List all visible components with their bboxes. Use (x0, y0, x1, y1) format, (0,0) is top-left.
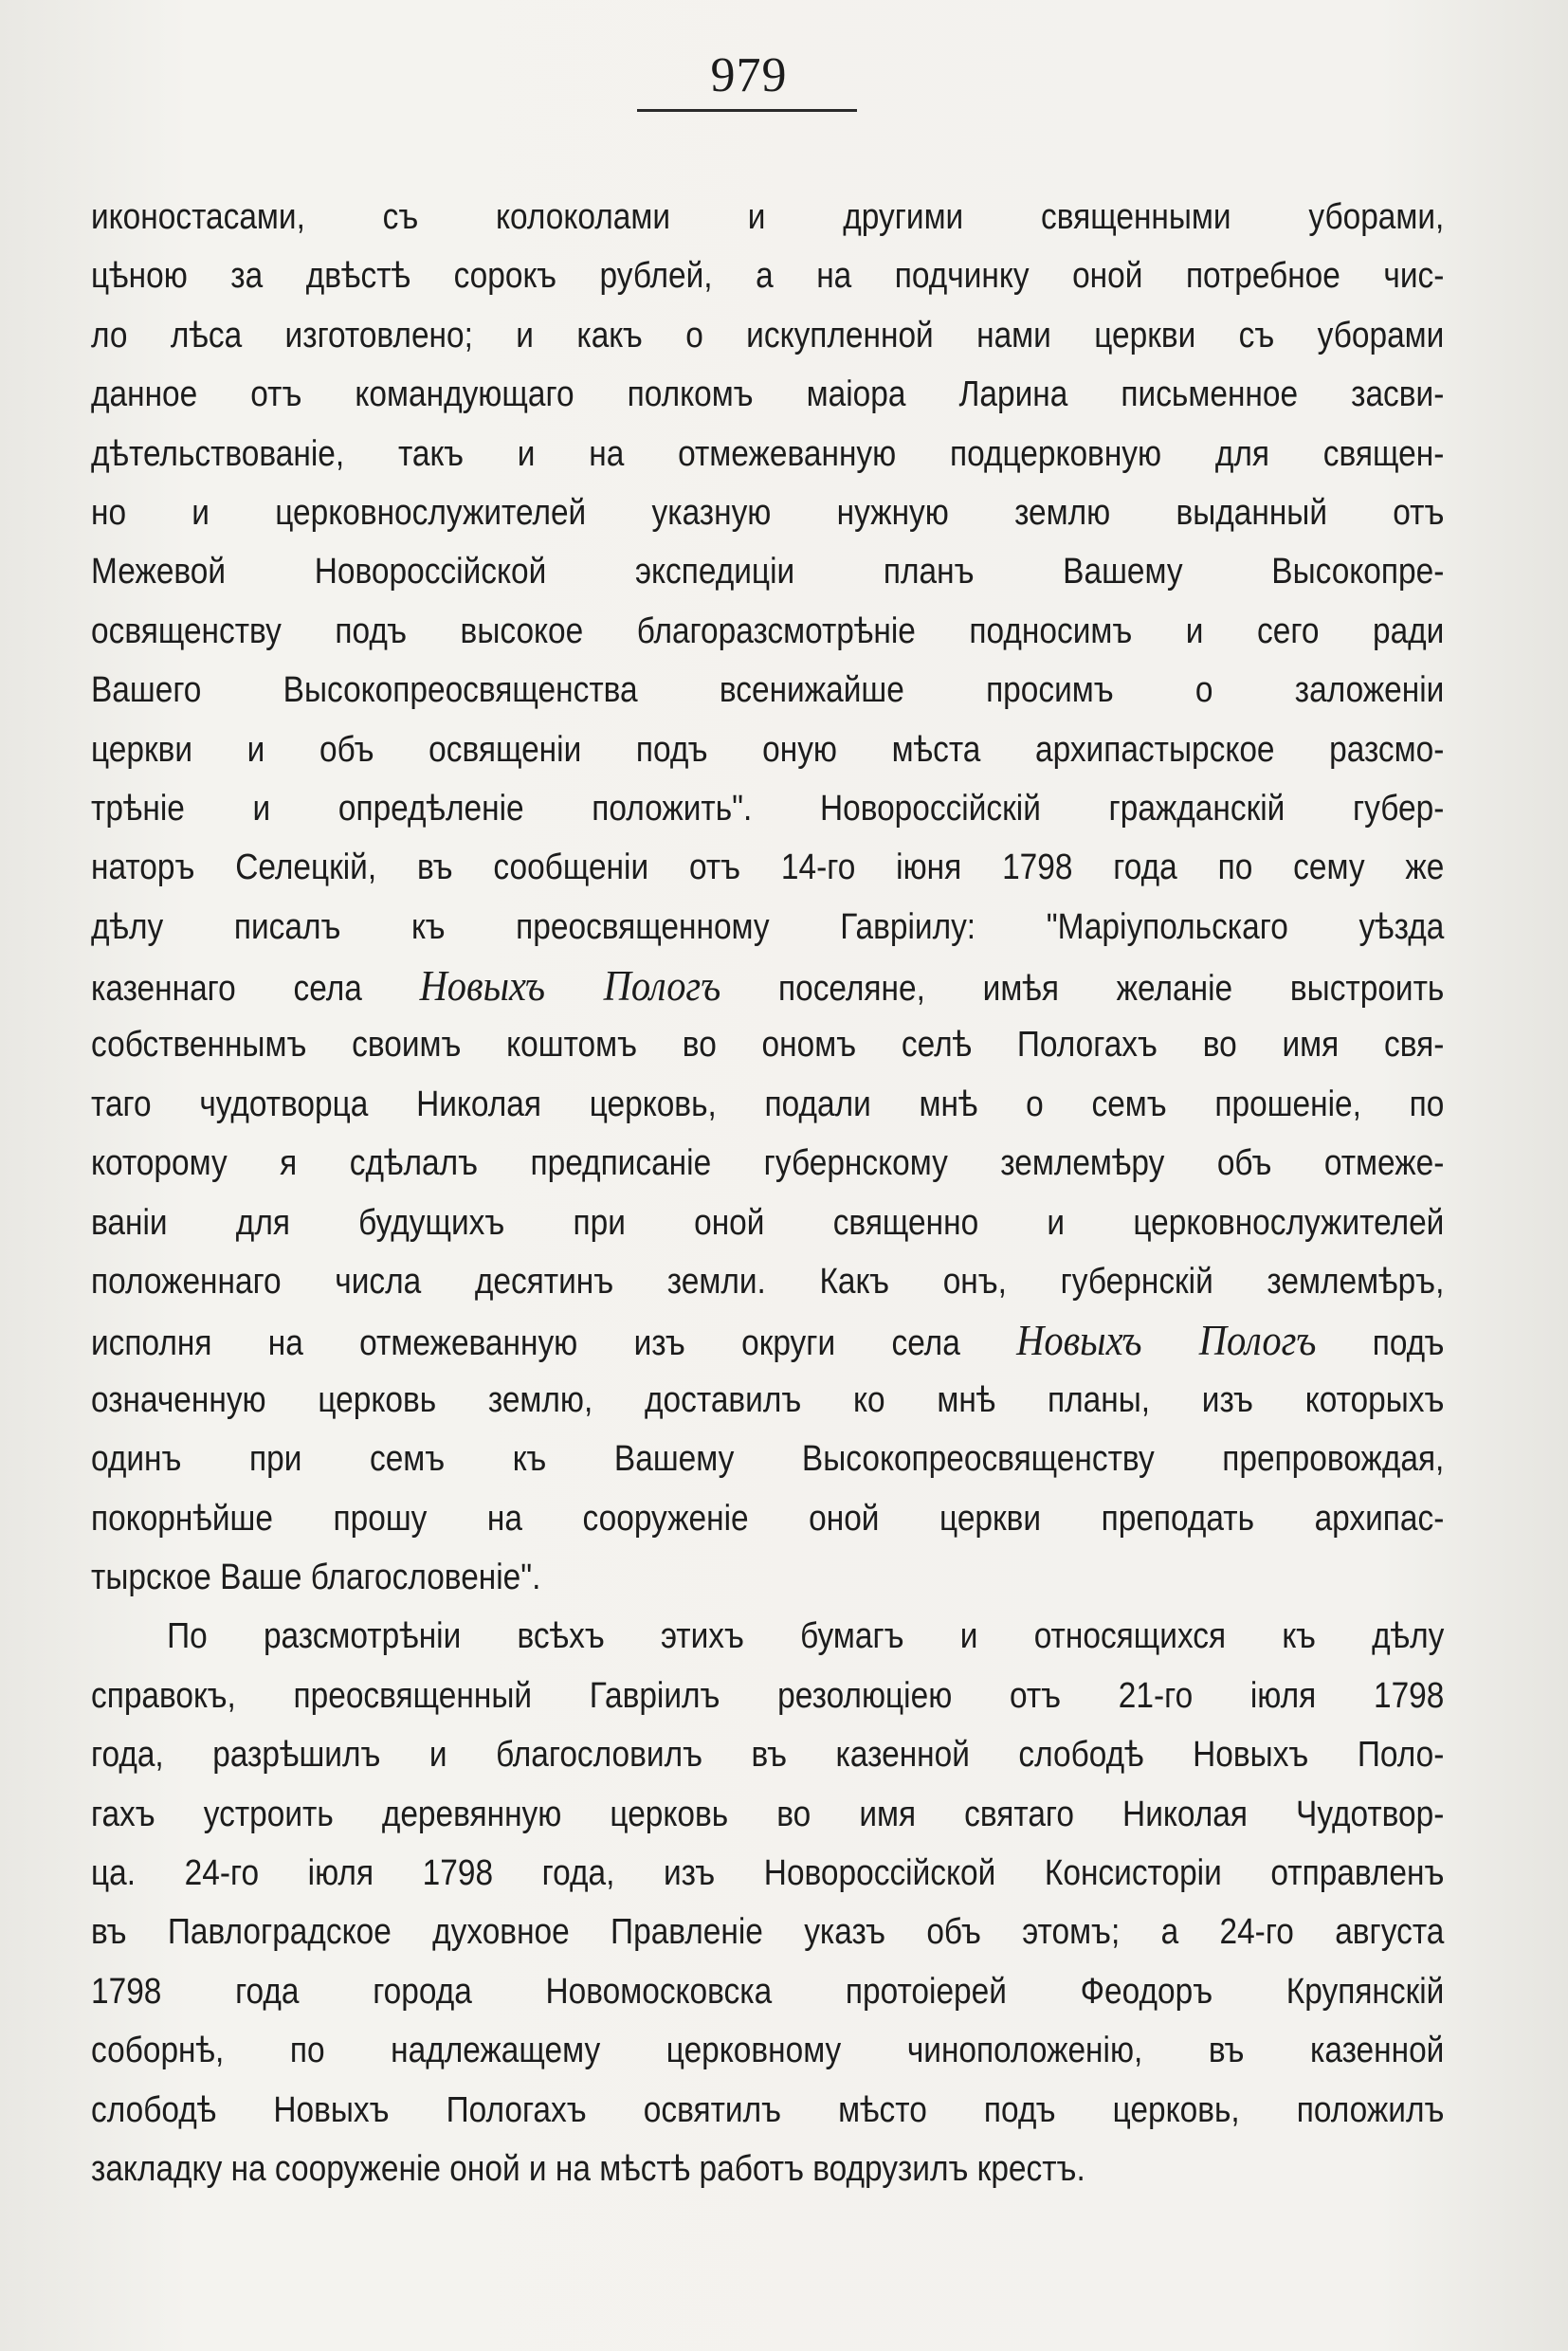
text-segment: 1798 года города Новомосковска протоіерей Феодоръ Крупянскій (91, 1971, 1445, 2012)
text-line (91, 1371, 1444, 1430)
text-segment: дѣтельствованіе, такъ и на отмежеванную подцерковную для священ- (91, 433, 1445, 474)
text-segment: По разсмотрѣніи всѣхъ этихъ бумагъ и относящихся къ дѣлу (167, 1616, 1445, 1657)
text-segment: подъ (1316, 1323, 1445, 1364)
text-line (91, 1015, 1444, 1074)
text-line (91, 246, 1444, 305)
text-segment: ваніи для будущихъ при оной священно и церковнослужителей (91, 1202, 1445, 1243)
text-segment: которому я сдѣлалъ предписаніе губернскому землемѣру объ отмеже- (91, 1143, 1445, 1184)
text-line (91, 779, 1444, 838)
text-line (91, 365, 1444, 424)
text-segment: данное отъ командующаго полкомъ маіора Ларина письменное засви- (91, 374, 1445, 415)
text-segment: поселяне, имѣя желаніе выстроить (720, 969, 1445, 1010)
text-segment: соборнѣ, по надлежащему церковному чиноположенію, въ казенной (91, 2031, 1445, 2071)
text-line (91, 1489, 1444, 1548)
text-line (91, 1903, 1444, 1961)
text-line (91, 720, 1444, 779)
text-line (91, 2021, 1444, 2080)
text-segment: Межевой Новороссійской экспедиціи планъ Вашему Высокопре- (91, 552, 1445, 592)
text-segment: цѣною за двѣстѣ сорокъ рублей, а на подчинку оной потребное чис- (91, 256, 1445, 297)
text-segment: дѣлу писалъ къ преосвященному Гавріилу: "Маріупольскаго уѣзда (91, 906, 1445, 947)
text-line (91, 1844, 1444, 1903)
text-line (91, 2081, 1444, 2140)
text-segment: означенную церковь землю, доставилъ ко мнѣ планы, изъ которыхъ (91, 1379, 1445, 1420)
text-segment: Вашего Высокопреосвященства всенижайше просимъ о заложеніи (91, 670, 1445, 711)
text-line (91, 1311, 1444, 1370)
text-line (91, 1548, 1444, 1607)
page-number-rule (637, 109, 857, 112)
text-segment: справокъ, преосвященный Гавріилъ резолюціею отъ 21-го іюля 1798 (91, 1675, 1445, 1716)
text-line (91, 1785, 1444, 1844)
text-line (91, 1075, 1444, 1134)
text-line (91, 483, 1444, 542)
text-segment: покорнѣйше прошу на сооруженіе оной церкви преподать архипас- (91, 1498, 1445, 1539)
text-segment: гахъ устроить деревянную церковь во имя святаго Николая Чудотвор- (91, 1794, 1445, 1834)
text-segment: трѣніе и опредѣленіе положить". Новороссійскій гражданскій губер- (91, 788, 1445, 829)
emphasized-place-name: Новыхъ Пологъ (1016, 1316, 1317, 1365)
text-segment: слободѣ Новыхъ Пологахъ освятилъ мѣсто подъ церковь, положилъ (91, 2089, 1445, 2130)
text-segment: но и церковнослужителей указную нужную землю выданный отъ (91, 492, 1445, 533)
text-line (91, 188, 1444, 246)
text-segment: освященству подъ высокое благоразсмотрѣніе подносимъ и сего ради (91, 611, 1445, 651)
text-segment: въ Павлоградское духовное Правленіе указъ объ этомъ; а 24-го августа (91, 1912, 1445, 1953)
text-line (91, 1194, 1444, 1252)
text-segment: одинъ при семъ къ Вашему Высокопреосвященству препровождая, (91, 1439, 1445, 1480)
text-segment: собственнымъ своимъ коштомъ во ономъ селѣ Пологахъ во имя свя- (91, 1025, 1445, 1066)
text-line (91, 661, 1444, 720)
text-line (91, 425, 1444, 483)
text-line (91, 1607, 1444, 1666)
text-segment: тырское Ваше благословеніе". (91, 1557, 541, 1597)
text-segment: закладку на сооруженіе оной и на мѣстѣ работъ водрузилъ крестъ. (91, 2148, 1085, 2189)
text-segment: ца. 24-го іюля 1798 года, изъ Новороссійской Консисторіи отправленъ (91, 1852, 1445, 1893)
text-line (91, 1430, 1444, 1488)
text-line (91, 542, 1444, 601)
text-segment: иконостасами, съ колоколами и другими священными уборами, (91, 197, 1445, 237)
text-line (91, 1252, 1444, 1311)
page-number: 979 (710, 48, 788, 102)
text-line (91, 1962, 1444, 2021)
text-line (91, 957, 1444, 1015)
text-segment: казеннаго села (91, 969, 420, 1010)
text-line (91, 1725, 1444, 1784)
text-segment: таго чудотворца Николая церковь, подали мнѣ о семъ прошеніе, по (91, 1084, 1445, 1124)
text-segment: исполня на отмежеванную изъ округи села (91, 1323, 1017, 1364)
text-segment: года, разрѣшилъ и благословилъ въ казенной слободѣ Новыхъ Поло- (91, 1735, 1445, 1776)
text-segment: ло лѣса изготовлено; и какъ о искупленной нами церкви съ уборами (91, 315, 1445, 355)
text-line (91, 1134, 1444, 1193)
text-line (91, 898, 1444, 957)
text-segment: положеннаго числа десятинъ земли. Какъ онъ, губернскій землемѣръ, (91, 1262, 1445, 1303)
text-line (91, 306, 1444, 365)
text-line (91, 838, 1444, 897)
text-line (91, 1667, 1444, 1725)
text-line (91, 2140, 1444, 2198)
text-segment: церкви и объ освященіи подъ оную мѣста архипастырское разсмо- (91, 729, 1445, 770)
text-segment: наторъ Селецкій, въ сообщеніи отъ 14-го іюня 1798 года по сему же (91, 847, 1445, 888)
text-line (91, 602, 1444, 661)
emphasized-place-name: Новыхъ Пологъ (419, 961, 721, 1011)
body-text (91, 188, 1445, 2198)
